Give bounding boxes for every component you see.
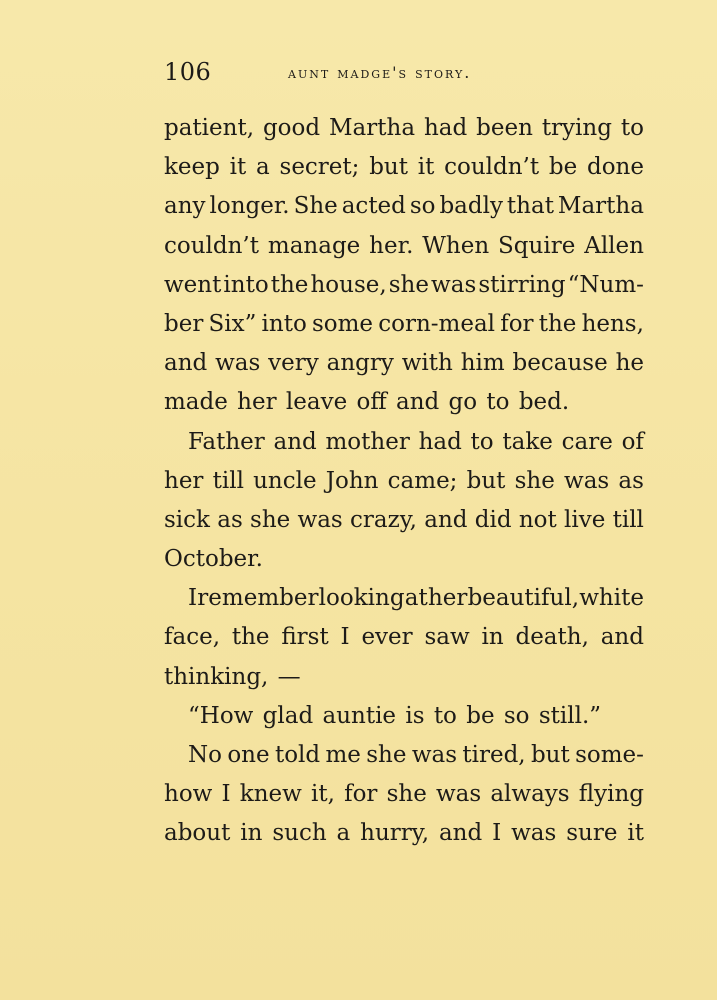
text-line: October.: [164, 546, 263, 573]
text-line: went into the house, she was stirring “Num-: [164, 271, 644, 298]
text-line: thinking, —: [164, 663, 301, 690]
text-line: ber Six” into some corn-meal for the hens,: [164, 310, 644, 337]
page-number: 106: [164, 58, 212, 86]
text-line: Father and mother had to take care of: [188, 428, 644, 455]
running-title: aunt madge's story.: [288, 63, 472, 82]
text-line: keep it a secret; but it couldn’t be done: [164, 154, 644, 181]
text-line: sick as she was crazy, and did not live till: [164, 506, 644, 533]
page-header: [164, 58, 644, 92]
text-line: how I knew it, for she was always flying: [164, 781, 644, 808]
text-line: and was very angry with him because he: [164, 350, 644, 377]
text-line: made her leave off and go to bed.: [164, 389, 570, 416]
text-line: any longer. She acted so badly that Martha: [164, 193, 644, 220]
body-text: [164, 109, 644, 854]
text-line: I remember looking at her beautiful, white: [188, 585, 644, 612]
text-line: No one told me she was tired, but some-: [188, 742, 644, 768]
text-line: about in such a hurry, and I was sure it: [164, 820, 644, 847]
text-line: couldn’t manage her. When Squire Allen: [164, 232, 644, 259]
text-line: her till uncle John came; but she was as: [164, 467, 644, 494]
text-line: patient, good Martha had been trying to: [164, 115, 644, 141]
text-line: “How glad auntie is to be so still.”: [188, 702, 602, 729]
text-line: face, the first I ever saw in death, and: [164, 624, 644, 651]
